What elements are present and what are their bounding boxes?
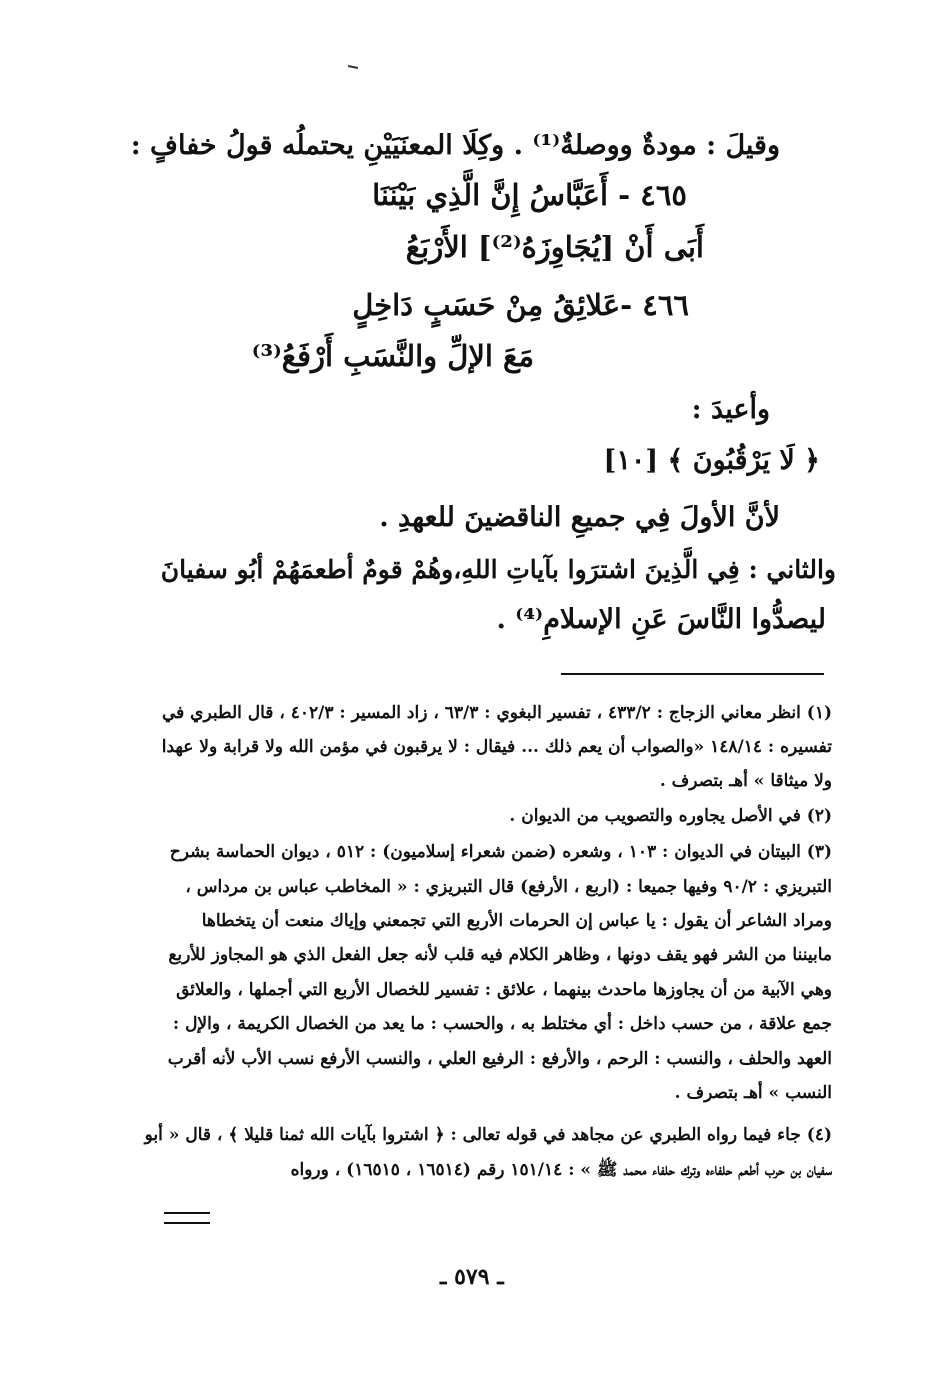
verse-465-first-hemistich: ٤٦٥ - أَعَبَّاسُ إِنَّ الَّذِي بَيْنَنَا [372,178,687,212]
footnote-4-line-1: (٤) جاء فيما رواه الطبري عن مجاهد في قوله تعالى : ﴿ اشتروا بآيات الله ثمنا قليلا ﴾ ، قال « أبو [144,1125,832,1145]
footnote-3-line-6: جمع علاقة ، من حسب داخل : أي مختلط به ، والحسب : ما يعد من الخصال الكريمة ، والإل : [172,1014,832,1034]
footnote-1-line-3: ولا ميثاقا » أهـ بتصرف . [659,771,832,791]
footnote-3-line-1: (٣) البيتان في الديوان : ١٠٣ ، وشعره (ضمن شعراء إسلاميون) : ٥١٢ ، ديوان الحماسة بشرح [169,842,832,862]
quran-phrase: ﴿ لَا يَرْقُبُونَ ﴾ [١٠] [603,445,820,476]
second-reason-line-2: ليصدُّوا النَّاسَ عَنِ الإسلامِ⁽⁴⁾ . [496,604,826,635]
first-reason: لأنَّ الأولَ فِي جميعِ الناقضينَ للعهدِ . [379,502,780,533]
footnote-4-line-2: سفيان بن حرب أطعم حلفاءه وترك حلفاء محمد ﷺ » : ١٥١/١٤ رقم (١٦٥١٤ ، ١٦٥١٥) ، ورواه [290,1160,832,1180]
verse-466-second-hemistich: مَعَ الإلِّ والنَّسَبِ أَرْفَعُ⁽³⁾ [251,339,534,373]
footnote-2: (٢) في الأصل يجاوره والتصويب من الديوان . [509,806,832,826]
continuation-ornament [164,1212,210,1224]
scan-mark [348,65,358,69]
footnote-1-line-1: (١) انظر معاني الزجاج : ٤٣٣/٢ ، تفسير البغوي : ٦٣/٣ ، زاد المسير : ٤٠٢/٣ ، قال الطبري في [161,703,832,723]
footnote-3-line-2: التبريزي : ٩٠/٢ وفيها جميعا : (اربع ، الأرفع) قال التبريزي : « المخاطب عباس بن مرداس ، [185,877,832,897]
footnote-separator [561,673,824,675]
second-reason-line-1: والثاني : فِي الَّذِينَ اشترَوا بآياتِ اللهِ،وهُمْ قومٌ أطعمَهُمْ أبُو سفيانَ [160,555,836,584]
footnote-3-line-8: النسب » أهـ بتصرف . [674,1083,832,1103]
footnote-3-line-3: ومراد الشاعر أن يقول : يا عباس إن الحرمات الأربع التي تجمعني وإياك منعت أن يتخطاها [201,911,832,931]
intro-line: وقيلَ : مودةٌ ووصلةٌ⁽¹⁾ . وكِلَا المعنَيَيْنِ يحتملُه قولُ خفافٍ : [130,130,780,161]
footnote-1-line-2: تفسيره : ١٤٨/١٤ «والصواب أن يعم ذلك ... فيقال : لا يرقبون في مؤمن الله ولا قرابة ولا عهدا [161,737,832,757]
footnote-3-line-7: العهد والحلف ، والنسب : الرحم ، والأرفع : الرفيع العلي ، والنسب الأرفع نسب الأب لأنه أقرب [167,1049,832,1069]
verse-466-first-hemistich: ٤٦٦ -عَلائِقُ مِنْ حَسَبٍ دَاخِلٍ [352,288,689,322]
footnote-3-line-4: مابيننا من الشر فهو يقف دونها ، وظاهر الكلام فيه قلب لأنه جعل الفعل الذي هو المجاوز للأربع [168,945,832,965]
verse-465-second-hemistich: أَبَى أَنْ [يُجَاوِزَهُ⁽²⁾] الأَرْبَعُ [405,230,704,264]
footnote-3-line-5: وهي الآبية من أن يجاوزها ماحدث بينهما ، علائق : تفسير للخصال الأربع التي أجملها ، والعلائق [176,980,832,1000]
reiterated-label: وأعيدَ : [691,394,770,425]
page-number: ـ ٥٧٩ ـ [440,1264,504,1290]
